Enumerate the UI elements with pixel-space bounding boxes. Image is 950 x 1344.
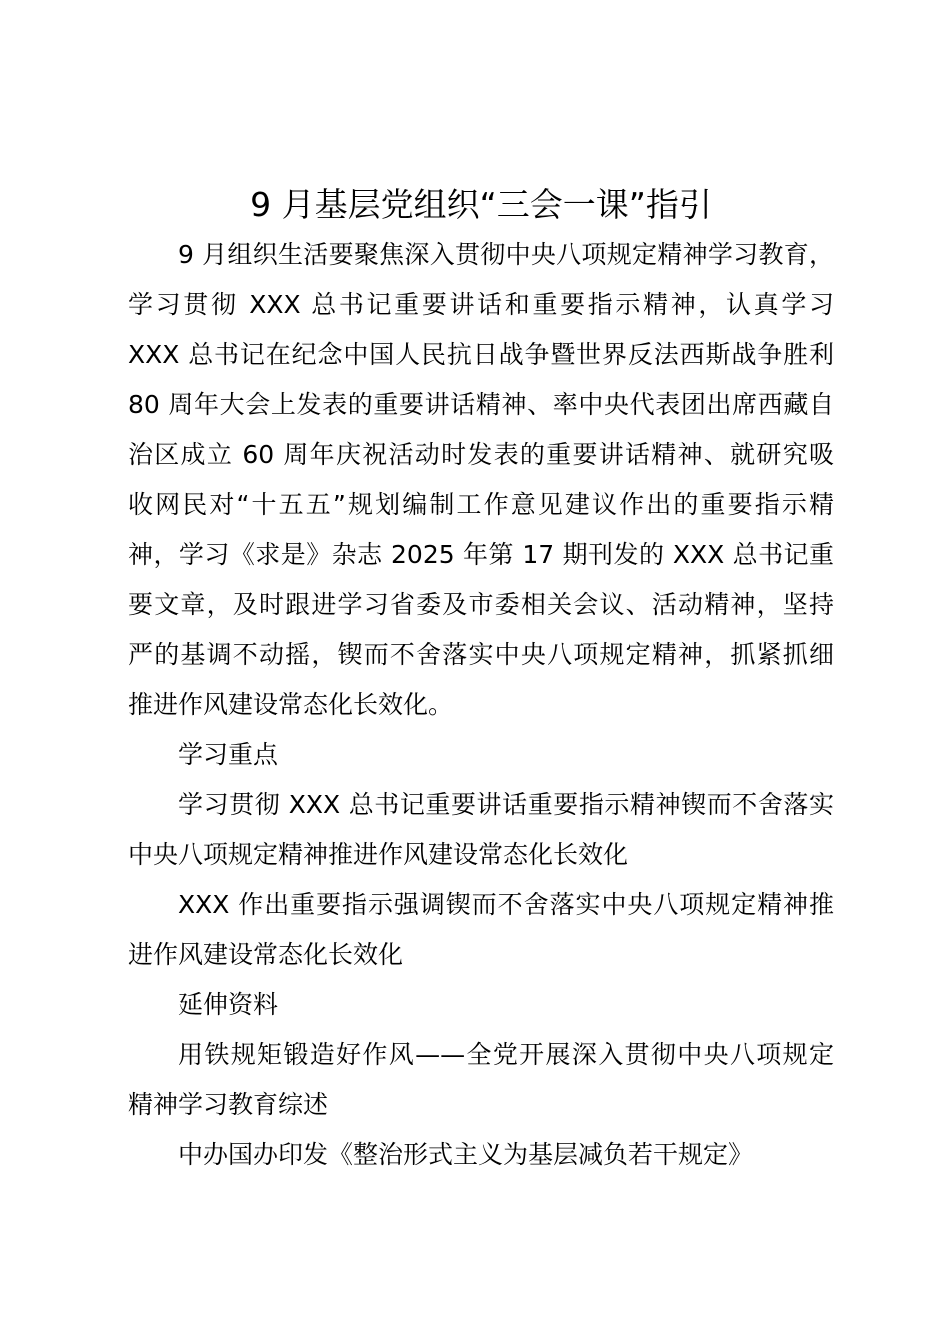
extended-item-1-line: 用铁规矩锻造好作风——全党开展深入贯彻中央八项规定: [178, 1040, 834, 1069]
study-item-2-line: XXX 作出重要指示强调锲而不舍落实中央八项规定精神推: [178, 890, 834, 919]
section-heading-extended-text: 延伸资料: [178, 990, 279, 1019]
intro-line: 要文章，及时跟进学习省委及市委相关会议、活动精神，坚持: [128, 590, 834, 619]
intro-line: 学习贯彻 XXX 总书记重要讲话和重要指示精神，认真学习: [128, 290, 834, 319]
study-item-2-line: 进作风建设常态化长效化: [128, 940, 404, 969]
extended-item-2: [128, 1130, 834, 1180]
intro-line: 推进作风建设常态化长效化。: [128, 690, 454, 719]
intro-line: 收网民对“十五五”规划编制工作意见建议作出的重要指示精: [128, 490, 834, 519]
extended-item-1: [128, 1030, 834, 1130]
study-item-1-line: 中央八项规定精神推进作风建设常态化长效化: [128, 840, 629, 869]
intro-line: 9 月组织生活要聚焦深入贯彻中央八项规定精神学习教育，: [178, 240, 834, 269]
extended-item-1-line: 精神学习教育综述: [128, 1090, 329, 1119]
intro-line: 神，学习《求是》杂志 2025 年第 17 期刊发的 XXX 总书记重: [128, 540, 834, 569]
intro-line: 严的基调不动摇，锲而不舍落实中央八项规定精神，抓紧抓细: [128, 640, 834, 669]
section-heading-study-text: 学习重点: [178, 740, 279, 769]
study-item-1: [128, 780, 834, 880]
section-heading-study: [128, 730, 834, 780]
study-item-1-line: 学习贯彻 XXX 总书记重要讲话重要指示精神锲而不舍落实: [178, 790, 834, 819]
intro-line: 80 周年大会上发表的重要讲话精神、率中央代表团出席西藏自: [128, 390, 834, 419]
document-page: [128, 180, 834, 1180]
intro-line: XXX 总书记在纪念中国人民抗日战争暨世界反法西斯战争胜利: [128, 340, 834, 369]
intro-line: 治区成立 60 周年庆祝活动时发表的重要讲话精神、就研究吸: [128, 440, 834, 469]
study-item-2: [128, 880, 834, 980]
intro-paragraph: [128, 230, 834, 730]
extended-item-2-line: 中办国办印发《整治形式主义为基层减负若干规定》: [178, 1140, 754, 1169]
section-heading-extended: [128, 980, 834, 1030]
document-title: 9 月基层党组织“三会一课”指引: [250, 185, 712, 224]
